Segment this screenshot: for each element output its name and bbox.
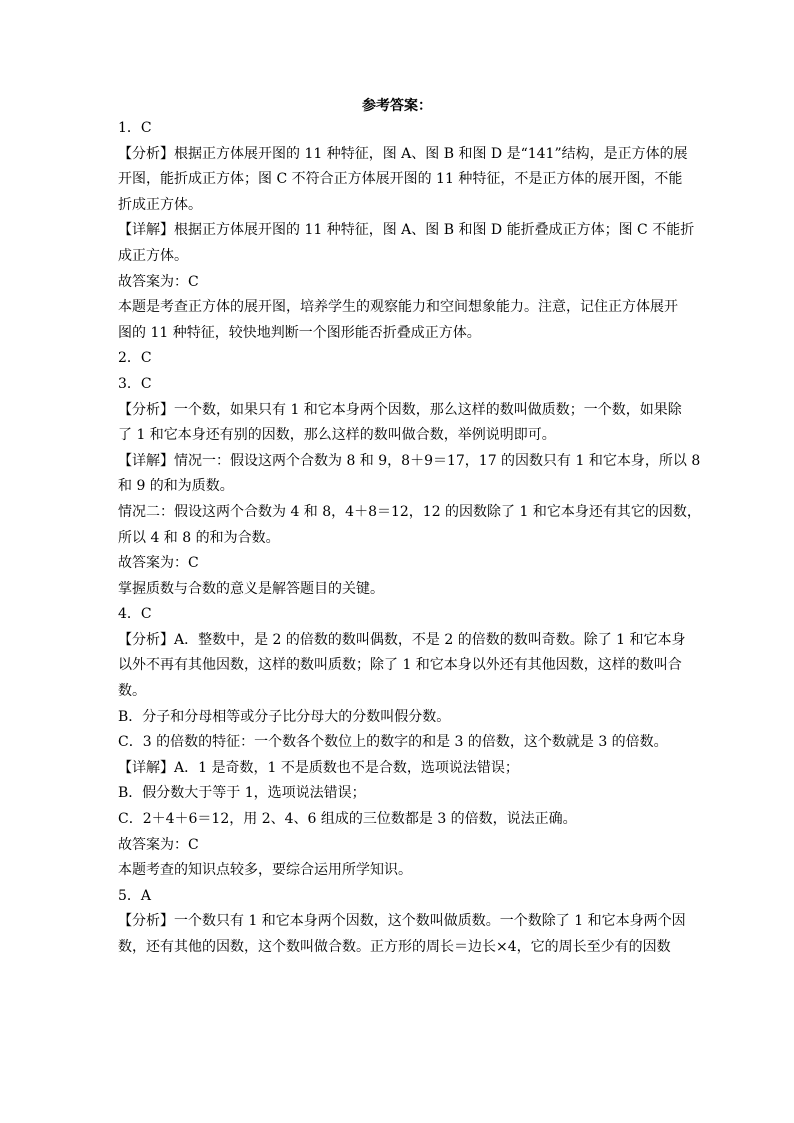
text-line: B．分子和分母相等或分子比分母大的分数叫假分数。: [118, 708, 451, 725]
text-line: 数。: [118, 683, 146, 700]
text-line: 故答案为：C: [118, 555, 199, 572]
text-line: 和 9 的和为质数。: [118, 478, 234, 495]
answer-body: [118, 116, 701, 961]
text-line: 2．C: [118, 350, 152, 367]
text-line: C．2＋4＋6＝12，用 2、4、6 组成的三位数都是 3 的倍数，说法正确。: [118, 811, 577, 828]
text-line: 【分析】一个数只有 1 和它本身两个因数，这个数叫做质数。一个数除了 1 和它本身两个因: [118, 913, 686, 930]
text-line: 故答案为：C: [118, 836, 199, 853]
text-line: 以外不再有其他因数，这样的数叫质数；除了 1 和它本身以外还有其他因数，这样的数叫合: [118, 657, 682, 674]
text-line: 成正方体。: [118, 247, 188, 264]
text-line: 【分析】根据正方体展开图的 11 种特征，图 A、图 B 和图 D 是“141”结构，是正方体的展: [118, 145, 688, 162]
text-line: 了 1 和它本身还有别的因数，那么这样的数叫做合数，举例说明即可。: [118, 427, 556, 444]
text-line: 开图，能折成正方体；图 C 不符合正方体展开图的 11 种特征，不是正方体的展开图，不能: [118, 171, 683, 188]
text-line: 【分析】一个数，如果只有 1 和它本身两个因数，那么这样的数叫做质数；一个数，如果除: [118, 401, 682, 418]
text-line: 【详解】A．1 是奇数，1 不是质数也不是合数，选项说法错误；: [118, 759, 519, 776]
text-line: 图的 11 种特征，较快地判断一个图形能否折叠成正方体。: [118, 324, 481, 341]
text-line: 3．C: [118, 375, 152, 392]
text-line: 【分析】A．整数中，是 2 的倍数的数叫偶数，不是 2 的倍数的数叫奇数。除了 1 和它本身: [118, 631, 686, 648]
text-line: 【详解】情况一：假设这两个合数为 8 和 9，8＋9＝17，17 的因数只有 1 和它本身，所以 8: [118, 452, 701, 469]
text-line: 1．C: [118, 120, 152, 136]
text-line: 5．A: [118, 887, 152, 904]
text-line: 4．C: [118, 606, 152, 623]
page-title: 参考答案：: [362, 98, 432, 114]
text-line: 本题考查的知识点较多，要综合运用所学知识。: [118, 862, 412, 879]
text-line: 掌握质数与合数的意义是解答题目的关键。: [118, 580, 384, 597]
text-line: 【详解】根据正方体展开图的 11 种特征，图 A、图 B 和图 D 能折叠成正方体；图 C 不能折: [118, 222, 695, 239]
text-line: 本题是考查正方体的展开图，培养学生的观察能力和空间想象能力。注意，记住正方体展开: [118, 299, 678, 316]
text-line: B．假分数大于等于 1，选项说法错误；: [118, 785, 366, 802]
text-line: 折成正方体。: [118, 196, 202, 213]
text-line: 所以 4 和 8 的和为合数。: [118, 529, 280, 546]
text-line: C．3 的倍数的特征：一个数各个数位上的数字的和是 3 的倍数，这个数就是 3 的倍数。: [118, 734, 668, 751]
text-line: 故答案为：C: [118, 273, 199, 290]
text-line: 数，还有其他的因数，这个数叫做合数。正方形的周长＝边长×4，它的周长至少有的因数: [118, 939, 671, 955]
text-line: 情况二：假设这两个合数为 4 和 8，4＋8＝12，12 的因数除了 1 和它本身还有其它的因数，: [118, 503, 701, 520]
